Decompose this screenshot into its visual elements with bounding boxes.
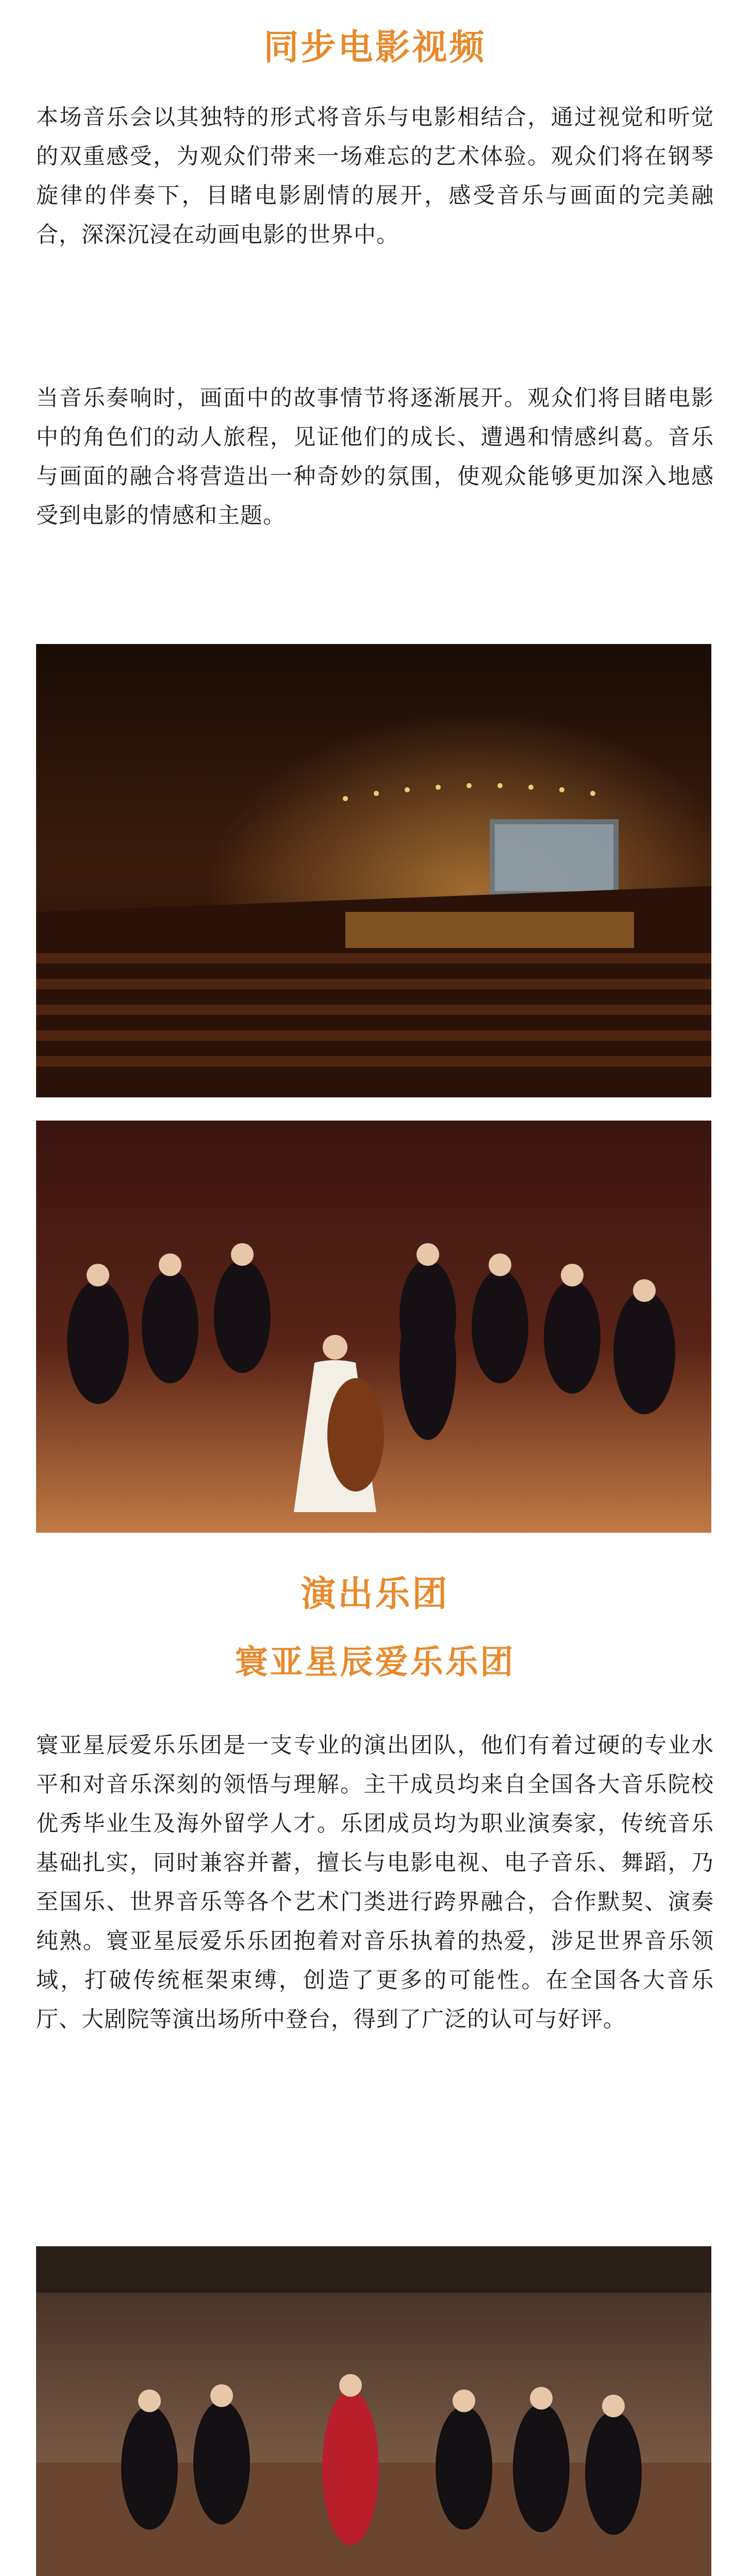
section-title-orchestra: 演出乐团 — [301, 1573, 449, 1615]
orchestra-cellist-photo — [36, 1121, 711, 1533]
section-title-sync-film: 同步电影视频 — [263, 27, 487, 68]
ensemble-stage-photo — [36, 2246, 711, 2576]
concert-hall-photo — [36, 644, 711, 1097]
orchestra-paragraph: 寰亚星辰爱乐乐团是一支专业的演出团队，他们有着过硬的专业水平和对音乐深刻的领悟与理解。主干成员均来自全国各大音乐院校优秀毕业生及海外留学人才。乐团成员均为职业演奏家，传统音乐基础扎实，同时兼容并蓄，擅长与电影电视、电子音乐、舞蹈，乃至国乐、世界音乐等各个艺术门类进行跨界融合，合作默契、演奏纯熟。寰亚星辰爱乐乐团抱着对音乐执着的热爱，涉足世界音乐领域，打破传统框架束缚，创造了更多的可能性。在全国各大音乐厅、大剧院等演出场所中登台，得到了广泛的认可与好评。 — [36, 1733, 714, 2032]
intro-paragraph-1: 本场音乐会以其独特的形式将音乐与电影相结合，通过视觉和听觉的双重感受，为观众们带来一场难忘的艺术体验。观众们将在钢琴旋律的伴奏下，目睹电影剧情的展开，感受音乐与画面的完美融合，深深沉浸在动画电影的世界中。 — [36, 105, 714, 248]
orchestra-name: 寰亚星辰爱乐乐团 — [235, 1643, 515, 1682]
intro-paragraph-2: 当音乐奏响时，画面中的故事情节将逐渐展开。观众们将目睹电影中的角色们的动人旅程，见证他们的成长、遭遇和情感纠葛。音乐与画面的融合将营造出一种奇妙的氛围，使观众能够更加深入地感受到电影的情感和主题。 — [36, 385, 714, 529]
